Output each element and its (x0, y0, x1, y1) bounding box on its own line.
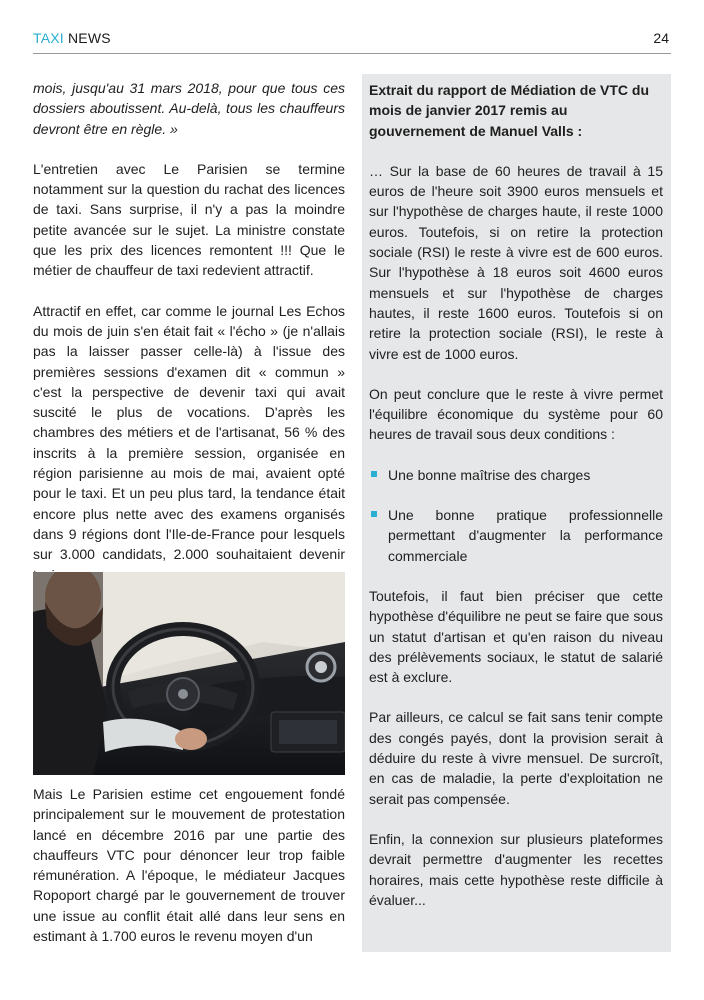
paragraph-interview-end: L'entretien avec Le Parisien se termine notamment sur la question du rachat des licences de taxi. Sans surprise, il n'y a pas la moindre petite avancée sur le sujet. La ministre constate que les prix des licences remontent !!! Que le métier de chauffeur de taxi redevient attractif. (33, 160, 345, 279)
conditions-list (369, 465, 663, 566)
article-left-column (33, 78, 345, 605)
page-number: 24 (653, 30, 669, 46)
sidebar-title: Extrait du rapport de Médiation de VTC du mois de janvier 2017 remis au gouvernement de Manuel Valls : (369, 82, 650, 139)
sidebar-paragraph-calculation: … Sur la base de 60 heures de travail à 15 euros de l'heure soit 3900 euros mensuels et sur l'hypothèse de charges haute, il reste 1000 euros. Toutefois, si on retire la protection sociale (RSI) le reste à vivre est de 600 euros. Sur l'hypothèse à 18 euros soit 4600 euros mensuels et sur l'hypothèse de charges hautes, il reste 1600 euros. Toutefois si on retire la protection sociale (RSI), le reste à vivre est de 1000 euros. (369, 162, 663, 362)
sidebar-paragraph-holidays: Par ailleurs, ce calcul se fait sans tenir compte des congés payés, dont la provision serait à déduire du reste à vivre mensuel. De surcroît, en cas de maladie, la perte d'exploitation ne serait pas compensée. (369, 709, 663, 807)
sidebar-paragraph-status: Toutefois, il faut bien préciser que cette hypothèse d'équilibre ne peut se faire que sous un statut d'artisan et qu'en raison du niveau des prélèvements sociaux, le statut de salarié est à exclure. (369, 587, 663, 686)
list-item (369, 465, 663, 485)
quote-continuation: mois, jusqu'au 31 mars 2018, pour que tous ces dossiers aboutissent. Au-delà, tous les chauffeurs devront être en règle. » (33, 80, 345, 137)
magazine-brand (33, 30, 111, 46)
paragraph-exam-stats: Attractif en effet, car comme le journal Les Echos du mois de juin s'en était fait « l'écho » (je n'allais pas la laisser passer celle-là) à l'issue des premières sessions d'examen dit « commun » c'est la perspective de devenir taxi qui avait suscité le plus de vocations. D'après les chambres des métiers et de l'artisanat, 56 % des inscrits à la première session, organisée en région parisienne au mois de mai, avaient opté pour le taxi. Et un peu plus tard, la tendance était encore plus nette avec des examens organisés dans 9 régions dont l'Ile-de-France pour lesquels sur 3.000 candidats, 2.000 souhaitaient devenir (33, 302, 345, 563)
mediation-report-sidebar (362, 74, 671, 952)
list-item (369, 505, 663, 566)
brand-news: NEWS (67, 30, 111, 46)
list-item-text: Une bonne pratique professionnelle permettant d'augmenter la performance commerciale (388, 507, 663, 564)
article-left-column-continued (33, 784, 345, 946)
sidebar-paragraph-platforms: Enfin, la connexion sur plusieurs plateformes devrait permettre d'augmenter les recettes horaires, mais cette hypothèse reste difficile à évaluer... (369, 830, 663, 908)
square-bullet-icon (371, 511, 377, 517)
taxi-dashboard-photo (33, 572, 345, 775)
square-bullet-icon (371, 471, 377, 477)
paragraph-vtc-protest: Mais Le Parisien estime cet engouement fondé principalement sur le mouvement de protestation lancé en décembre 2016 par une partie des chauffeurs VTC pour dénoncer leur trop faible rémunération. A l'époque, le médiateur Jacques Ropoport chargé par le gouvernement de trouver une issue au conflit était allé dans leur sens en estimant à 1.700 euros le revenu moyen d'un (33, 786, 345, 945)
sidebar-paragraph-conclusion: On peut conclure que le reste à vivre permet l'équilibre économique du système pour 60 heures de travail sous deux conditions : (369, 385, 663, 443)
brand-taxi: TAXI (33, 30, 64, 46)
page-header (33, 30, 671, 54)
list-item-text: Une bonne maîtrise des charges (388, 466, 591, 483)
